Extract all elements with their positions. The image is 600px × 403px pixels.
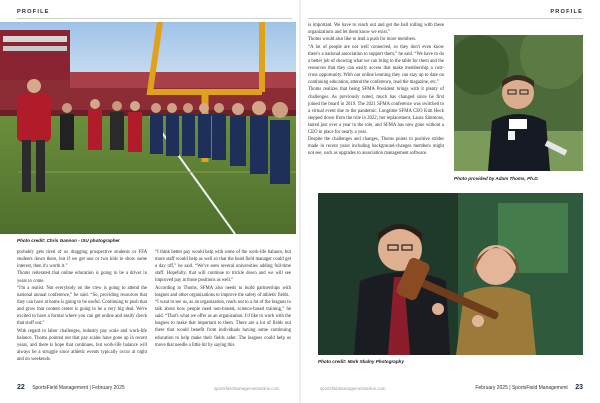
gavel-photo-caption: Photo credit: Mark Skalny Photography bbox=[318, 359, 405, 364]
paragraph: probably gets tired of us dragging prospective students or FFA students down there, but if we get one or two kids to show some interest, then it's worth it.” bbox=[17, 250, 147, 270]
paragraph: is important. We have to reach out and get the ball rolling with these organizations and let them know we exist.” bbox=[308, 23, 444, 36]
url-left[interactable]: sportsfieldmanagementonline.com bbox=[214, 386, 280, 391]
paragraph: “A lot of people are not well connected, so they don't even know there's a national association to support them,” he said. “We have to do a better job of showing what we can bring to the table for them and the resources that they can easily access that make membership a cost-cross opportunity. With our online learning they can stay up to date on continuing education, attend the conference, read the magazine, etc.” bbox=[308, 44, 444, 86]
paragraph: “I think better pay would help with some of the work-life balance, but more staff would help as well so that the head field manager could get a day off,” he said. “We've seen several universities adding full-time staff. Hopefully, that will continue to trickle down and we will see improved pay at those positions as well.” bbox=[155, 250, 291, 284]
gavel-photo bbox=[318, 193, 583, 355]
footer-left bbox=[17, 384, 125, 391]
page-number-right: 23 bbox=[575, 384, 583, 391]
section-label-right: PROFILE bbox=[550, 9, 583, 15]
speaker-photo-caption: Photo provided by Adam Thoms, Ph.D. bbox=[454, 176, 539, 181]
page-gutter bbox=[299, 0, 301, 403]
header-rule-right bbox=[308, 18, 583, 19]
paragraph: With regard to labor challenges, industry pay scale and work-life balance, Thoms pointed out that pay scales have gone up in recent years, and there is hope that continues, but work-life balance will always be a struggle since athletic events typically occur at night and on weekends. bbox=[17, 328, 147, 362]
left-column-2 bbox=[155, 249, 291, 349]
paragraph: Despite the challenges and changes, Thoms points to positive strides made in recent years including background-changes members might not see, such as upgrades to association management software. bbox=[308, 137, 444, 157]
page-number-left: 22 bbox=[17, 384, 25, 391]
stadium-photo bbox=[0, 22, 296, 234]
stadium-photo-caption: Photo credit: Chris Gannon - ISU photographer bbox=[17, 238, 120, 243]
right-column bbox=[308, 22, 444, 158]
left-column-1 bbox=[17, 249, 147, 363]
header-rule-left bbox=[17, 18, 292, 19]
section-label-left: PROFILE bbox=[17, 9, 50, 15]
stadium-illustration bbox=[0, 22, 296, 234]
gavel-illustration bbox=[318, 193, 583, 355]
publication-right: February 2025 | SportsField Management bbox=[475, 385, 568, 391]
paragraph: According to Thoms, SFMA also needs to build partnerships with leagues and other organizations to improve the safety of athletic fields. bbox=[155, 285, 291, 298]
paragraph: Thoms reiterated that online education is going to be a driver in years to come. bbox=[17, 271, 147, 284]
speaker-illustration bbox=[454, 35, 583, 171]
publication-left: SportsField Management | February 2025 bbox=[32, 385, 125, 391]
paragraph: Thoms realizes that being SFMA President brings with it plenty of challenges. As previously noted, much has changed since he first joined the board in 2019. The 2021 SFMA conference was switched to a virtual event due to the pandemic. Longtime SFMA CEO Kim Heck stepped down from the role in 2022; her replacement, Laura Simmons, lasted just over a year in the role, and SFMA has now gone without a CEO in place for nearly a year. bbox=[308, 87, 444, 135]
speaker-photo bbox=[454, 35, 583, 171]
footer-right bbox=[475, 384, 583, 391]
paragraph: Thoms would also like to lead a push for more members. bbox=[308, 37, 417, 43]
paragraph: “I'm a realist. Not everybody on the crew is going to attend the national annual conference,” he said. “So, providing resources that they can have at home is going to be useful. Continuing to push that and grow that content center is going to be a very big deal. We're excited to have a format where you can get online and easily check that stuff out.” bbox=[17, 285, 147, 327]
paragraph: “I want to see us, as an organization, reach out to a lot of the leagues to talk about how people need non-biased, science-based training,” he said. “That's what we offer as an organization. I'd like to work with the leagues to make that important to them. There are a lot of fields out there that would benefit from individuals having some continuing education to help make their fields safer. The leagues could help us move that needle a little bit by saying this bbox=[155, 300, 291, 348]
url-right[interactable]: sportsfieldmanagementonline.com bbox=[320, 386, 386, 391]
